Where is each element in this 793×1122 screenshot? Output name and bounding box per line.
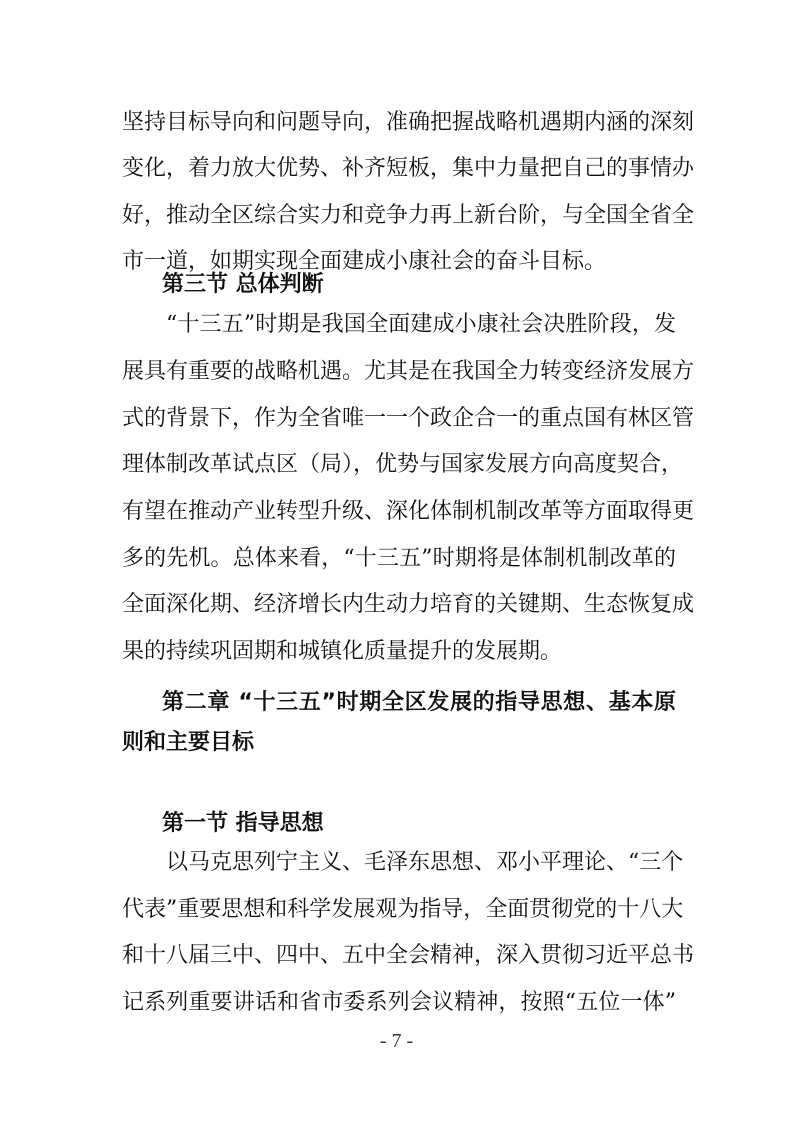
paragraph-line: 市一道，如期实现全面建成小康社会的奋斗目标。 bbox=[122, 249, 607, 274]
paragraph-line: 代表”重要思想和科学发展观为指导，全面贯彻党的十八大 bbox=[122, 897, 684, 922]
paragraph-line: 多的先机。总体来看，“十三五”时期将是体制机制改革的 bbox=[122, 546, 676, 571]
paragraph-line: 好，推动全区综合实力和竞争力再上新台阶，与全国全省全 bbox=[122, 203, 695, 228]
chapter-heading: 第二章 “十三五”时期全区发展的指导思想、基本原 bbox=[162, 690, 676, 715]
section-heading: 第一节 指导思想 bbox=[162, 811, 324, 836]
paragraph-line: “十三五”时期是我国全面建成小康社会决胜阶段，发 bbox=[166, 312, 676, 337]
page-number: - 7 - bbox=[379, 1030, 414, 1052]
paragraph-line: 果的持续巩固期和城镇化质量提升的发展期。 bbox=[122, 639, 563, 664]
paragraph-line: 和十八届三中、四中、五中全会精神，深入贯彻习近平总书 bbox=[122, 943, 695, 968]
paragraph-line: 有望在推动产业转型升级、深化体制机制改革等方面取得更 bbox=[122, 499, 695, 524]
section-heading: 第三节 总体判断 bbox=[162, 272, 324, 297]
paragraph-line: 坚持目标导向和问题导向，准确把握战略机遇期内涵的深刻 bbox=[122, 110, 695, 135]
paragraph-line: 变化，着力放大优势、补齐短板，集中力量把自己的事情办 bbox=[122, 156, 695, 181]
paragraph-line: 记系列重要讲话和省市委系列会议精神，按照“五位一体” bbox=[122, 990, 676, 1015]
paragraph-line: 全面深化期、经济增长内生动力培育的关键期、生态恢复成 bbox=[122, 592, 695, 617]
paragraph-line: 式的背景下，作为全省唯一一个政企合一的重点国有林区管 bbox=[122, 406, 695, 431]
chapter-heading-continued: 则和主要目标 bbox=[122, 730, 255, 755]
paragraph-line: 理体制改革试点区（局），优势与国家发展方向高度契合， bbox=[122, 452, 684, 477]
paragraph-line: 展具有重要的战略机遇。尤其是在我国全力转变经济发展方 bbox=[122, 359, 695, 384]
paragraph-line: 以马克思列宁主义、毛泽东思想、邓小平理论、“三个 bbox=[166, 850, 684, 875]
